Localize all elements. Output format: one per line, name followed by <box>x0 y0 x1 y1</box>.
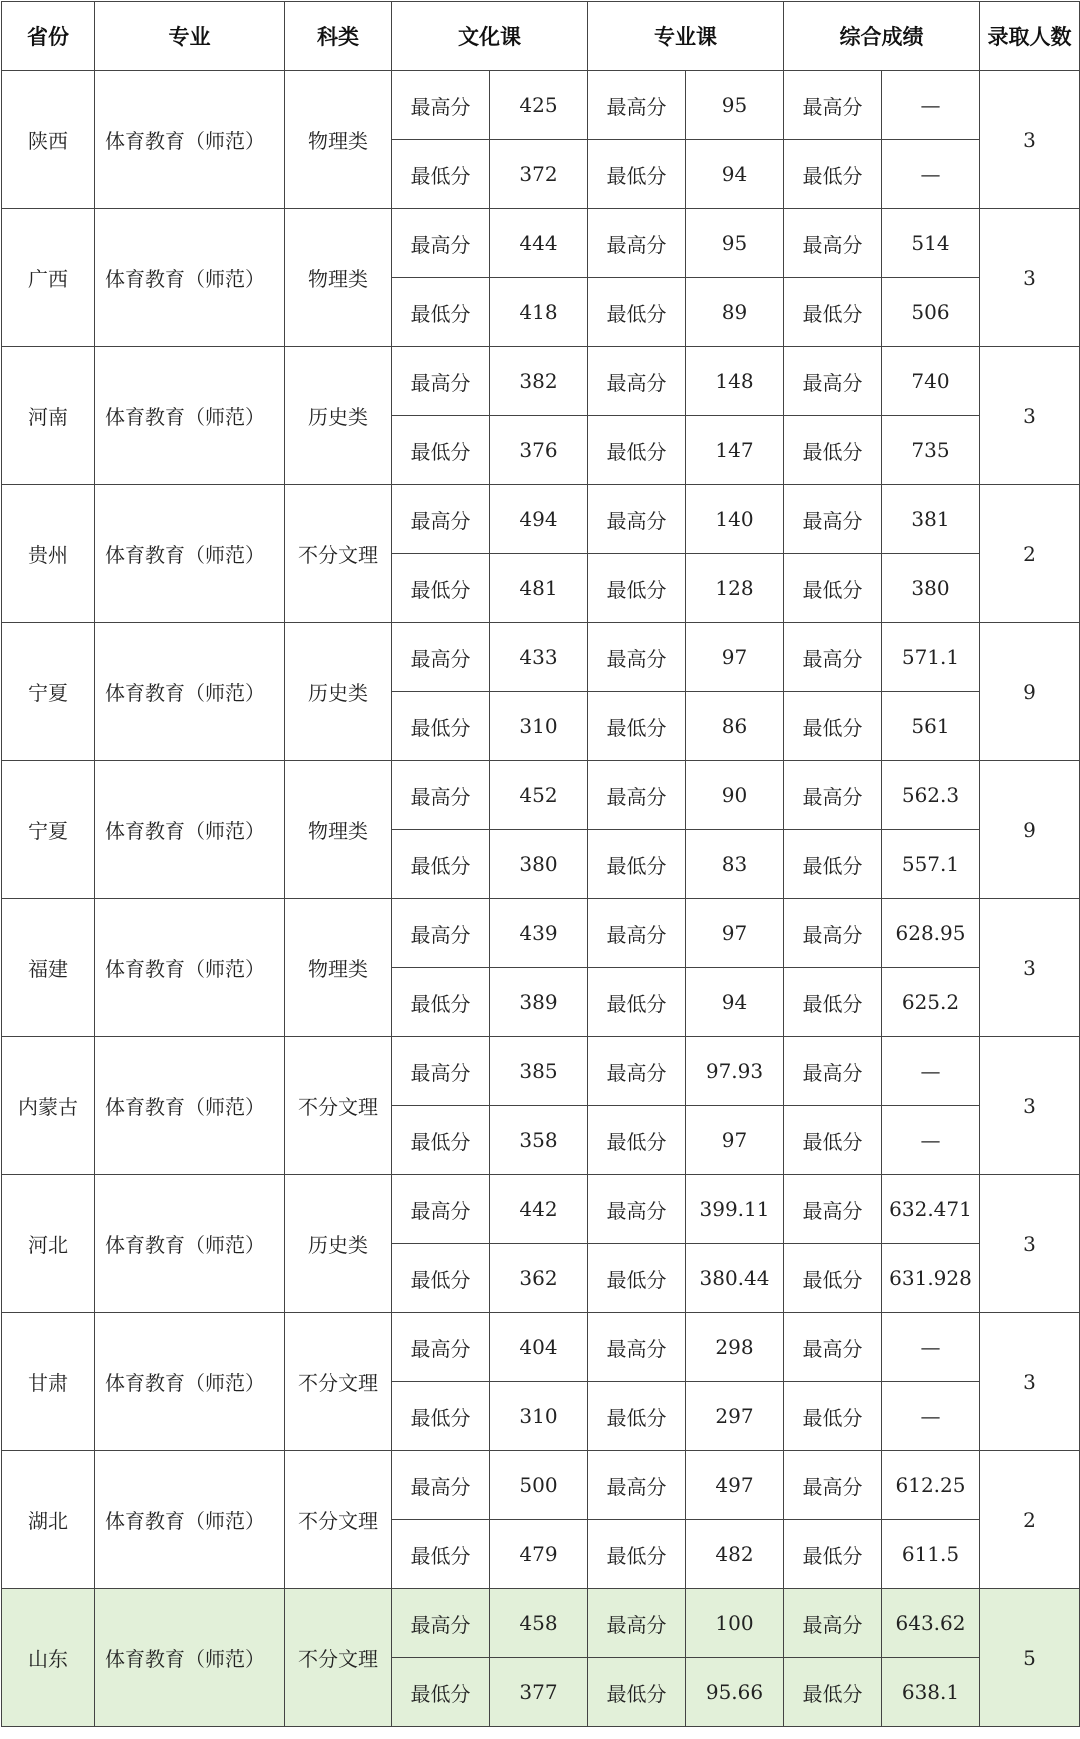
category-cell: 物理类 <box>285 761 392 899</box>
culture-max-value: 385 <box>490 1037 588 1106</box>
prof-min-value: 128 <box>686 554 784 623</box>
admitted-cell: 9 <box>980 761 1080 899</box>
admitted-cell: 3 <box>980 209 1080 347</box>
admitted-cell: 2 <box>980 485 1080 623</box>
prof-min-value: 97 <box>686 1106 784 1175</box>
province-cell: 湖北 <box>2 1451 95 1589</box>
prof-min-label: 最低分 <box>588 1106 686 1175</box>
culture-min-label: 最低分 <box>392 278 490 347</box>
culture-max-value: 452 <box>490 761 588 830</box>
culture-max-value: 433 <box>490 623 588 692</box>
prof-min-value: 297 <box>686 1382 784 1451</box>
prof-min-label: 最低分 <box>588 1244 686 1313</box>
prof-min-label: 最低分 <box>588 554 686 623</box>
comp-max-value: 612.25 <box>882 1451 980 1520</box>
table-body <box>2 71 1080 1727</box>
comp-max-value: 514 <box>882 209 980 278</box>
prof-max-value: 90 <box>686 761 784 830</box>
comp-max-value: — <box>882 71 980 140</box>
major-cell: 体育教育（师范） <box>95 1175 285 1313</box>
admission-scores-table <box>1 1 1080 1727</box>
comp-min-value: 506 <box>882 278 980 347</box>
comp-min-value: 557.1 <box>882 830 980 899</box>
prof-max-value: 140 <box>686 485 784 554</box>
culture-max-value: 425 <box>490 71 588 140</box>
table-row-max <box>2 623 1080 692</box>
category-cell: 不分文理 <box>285 1313 392 1451</box>
comp-max-label: 最高分 <box>784 1451 882 1520</box>
prof-max-label: 最高分 <box>588 1313 686 1382</box>
comp-max-value: 632.471 <box>882 1175 980 1244</box>
prof-min-value: 89 <box>686 278 784 347</box>
header-admitted: 录取人数 <box>980 2 1080 71</box>
table-row-max <box>2 347 1080 416</box>
comp-max-value: 643.62 <box>882 1589 980 1658</box>
culture-min-value: 377 <box>490 1658 588 1727</box>
admitted-cell: 3 <box>980 1175 1080 1313</box>
culture-max-label: 最高分 <box>392 209 490 278</box>
culture-max-label: 最高分 <box>392 1175 490 1244</box>
table-row-max <box>2 761 1080 830</box>
major-cell: 体育教育（师范） <box>95 485 285 623</box>
culture-min-value: 310 <box>490 692 588 761</box>
province-cell: 河北 <box>2 1175 95 1313</box>
prof-min-value: 147 <box>686 416 784 485</box>
comp-min-value: 638.1 <box>882 1658 980 1727</box>
province-cell: 贵州 <box>2 485 95 623</box>
culture-max-value: 494 <box>490 485 588 554</box>
culture-max-label: 最高分 <box>392 71 490 140</box>
prof-min-value: 86 <box>686 692 784 761</box>
prof-max-label: 最高分 <box>588 1451 686 1520</box>
major-cell: 体育教育（师范） <box>95 1451 285 1589</box>
culture-min-label: 最低分 <box>392 1244 490 1313</box>
province-cell: 内蒙古 <box>2 1037 95 1175</box>
major-cell: 体育教育（师范） <box>95 761 285 899</box>
comp-max-label: 最高分 <box>784 623 882 692</box>
province-cell: 陕西 <box>2 71 95 209</box>
admitted-cell: 9 <box>980 623 1080 761</box>
comp-max-value: 562.3 <box>882 761 980 830</box>
comp-min-value: 561 <box>882 692 980 761</box>
province-cell: 山东 <box>2 1589 95 1727</box>
prof-max-label: 最高分 <box>588 761 686 830</box>
comp-max-value: 381 <box>882 485 980 554</box>
comp-max-value: 571.1 <box>882 623 980 692</box>
culture-min-label: 最低分 <box>392 1382 490 1451</box>
comp-max-value: 740 <box>882 347 980 416</box>
prof-max-label: 最高分 <box>588 71 686 140</box>
comp-max-label: 最高分 <box>784 1037 882 1106</box>
culture-min-label: 最低分 <box>392 1106 490 1175</box>
culture-max-value: 442 <box>490 1175 588 1244</box>
prof-max-label: 最高分 <box>588 1175 686 1244</box>
culture-min-label: 最低分 <box>392 830 490 899</box>
admitted-cell: 5 <box>980 1589 1080 1727</box>
header-province: 省份 <box>2 2 95 71</box>
comp-max-label: 最高分 <box>784 899 882 968</box>
table-row-max <box>2 1175 1080 1244</box>
culture-max-value: 404 <box>490 1313 588 1382</box>
prof-min-value: 482 <box>686 1520 784 1589</box>
culture-max-label: 最高分 <box>392 1589 490 1658</box>
major-cell: 体育教育（师范） <box>95 1313 285 1451</box>
comp-max-label: 最高分 <box>784 347 882 416</box>
major-cell: 体育教育（师范） <box>95 347 285 485</box>
province-cell: 宁夏 <box>2 761 95 899</box>
culture-min-value: 389 <box>490 968 588 1037</box>
admitted-cell: 2 <box>980 1451 1080 1589</box>
category-cell: 不分文理 <box>285 1451 392 1589</box>
prof-max-label: 最高分 <box>588 347 686 416</box>
prof-min-label: 最低分 <box>588 140 686 209</box>
category-cell: 物理类 <box>285 209 392 347</box>
prof-min-label: 最低分 <box>588 830 686 899</box>
category-cell: 历史类 <box>285 1175 392 1313</box>
major-cell: 体育教育（师范） <box>95 1037 285 1175</box>
prof-min-label: 最低分 <box>588 1658 686 1727</box>
province-cell: 宁夏 <box>2 623 95 761</box>
table-row-max <box>2 485 1080 554</box>
category-cell: 物理类 <box>285 899 392 1037</box>
culture-min-value: 310 <box>490 1382 588 1451</box>
major-cell: 体育教育（师范） <box>95 1589 285 1727</box>
comp-max-label: 最高分 <box>784 71 882 140</box>
category-cell: 历史类 <box>285 623 392 761</box>
comp-max-value: — <box>882 1037 980 1106</box>
province-cell: 甘肃 <box>2 1313 95 1451</box>
prof-max-label: 最高分 <box>588 485 686 554</box>
category-cell: 不分文理 <box>285 1037 392 1175</box>
prof-min-label: 最低分 <box>588 278 686 347</box>
comp-min-value: 380 <box>882 554 980 623</box>
comp-min-label: 最低分 <box>784 830 882 899</box>
prof-min-label: 最低分 <box>588 692 686 761</box>
table-row-max <box>2 209 1080 278</box>
category-cell: 不分文理 <box>285 485 392 623</box>
prof-min-value: 94 <box>686 140 784 209</box>
comp-max-label: 最高分 <box>784 761 882 830</box>
prof-max-label: 最高分 <box>588 623 686 692</box>
prof-max-value: 95 <box>686 209 784 278</box>
comp-min-label: 最低分 <box>784 692 882 761</box>
prof-max-value: 497 <box>686 1451 784 1520</box>
culture-min-value: 479 <box>490 1520 588 1589</box>
prof-min-value: 83 <box>686 830 784 899</box>
culture-max-label: 最高分 <box>392 1037 490 1106</box>
admitted-cell: 3 <box>980 899 1080 1037</box>
comp-min-value: — <box>882 1106 980 1175</box>
comp-min-label: 最低分 <box>784 1520 882 1589</box>
prof-max-label: 最高分 <box>588 1037 686 1106</box>
culture-max-label: 最高分 <box>392 1451 490 1520</box>
header-major: 专业 <box>95 2 285 71</box>
header-composite: 综合成绩 <box>784 2 980 71</box>
province-cell: 福建 <box>2 899 95 1037</box>
culture-max-value: 500 <box>490 1451 588 1520</box>
culture-min-label: 最低分 <box>392 416 490 485</box>
comp-min-value: 631.928 <box>882 1244 980 1313</box>
culture-max-label: 最高分 <box>392 1313 490 1382</box>
culture-max-label: 最高分 <box>392 347 490 416</box>
culture-min-value: 380 <box>490 830 588 899</box>
prof-min-value: 94 <box>686 968 784 1037</box>
comp-min-label: 最低分 <box>784 1382 882 1451</box>
culture-max-value: 382 <box>490 347 588 416</box>
comp-min-value: — <box>882 140 980 209</box>
header-culture: 文化课 <box>392 2 588 71</box>
category-cell: 历史类 <box>285 347 392 485</box>
culture-min-label: 最低分 <box>392 554 490 623</box>
major-cell: 体育教育（师范） <box>95 899 285 1037</box>
prof-max-label: 最高分 <box>588 209 686 278</box>
prof-min-value: 95.66 <box>686 1658 784 1727</box>
comp-max-label: 最高分 <box>784 209 882 278</box>
culture-max-value: 458 <box>490 1589 588 1658</box>
major-cell: 体育教育（师范） <box>95 209 285 347</box>
prof-max-value: 148 <box>686 347 784 416</box>
comp-max-label: 最高分 <box>784 485 882 554</box>
culture-min-label: 最低分 <box>392 1520 490 1589</box>
comp-min-label: 最低分 <box>784 416 882 485</box>
comp-min-label: 最低分 <box>784 968 882 1037</box>
prof-max-value: 298 <box>686 1313 784 1382</box>
table-row-max <box>2 1313 1080 1382</box>
prof-max-label: 最高分 <box>588 899 686 968</box>
culture-min-value: 481 <box>490 554 588 623</box>
comp-min-value: 625.2 <box>882 968 980 1037</box>
comp-min-label: 最低分 <box>784 1106 882 1175</box>
table-row-max <box>2 1589 1080 1658</box>
header-category: 科类 <box>285 2 392 71</box>
culture-min-value: 376 <box>490 416 588 485</box>
prof-min-label: 最低分 <box>588 1520 686 1589</box>
culture-max-value: 444 <box>490 209 588 278</box>
culture-max-label: 最高分 <box>392 761 490 830</box>
culture-max-label: 最高分 <box>392 623 490 692</box>
comp-min-value: — <box>882 1382 980 1451</box>
prof-max-label: 最高分 <box>588 1589 686 1658</box>
culture-min-value: 358 <box>490 1106 588 1175</box>
comp-min-label: 最低分 <box>784 140 882 209</box>
category-cell: 物理类 <box>285 71 392 209</box>
admitted-cell: 3 <box>980 71 1080 209</box>
table-row-max <box>2 1037 1080 1106</box>
table-row-max <box>2 71 1080 140</box>
prof-min-value: 380.44 <box>686 1244 784 1313</box>
comp-min-label: 最低分 <box>784 554 882 623</box>
comp-min-label: 最低分 <box>784 1658 882 1727</box>
culture-max-label: 最高分 <box>392 485 490 554</box>
header-row <box>2 2 1080 71</box>
culture-min-label: 最低分 <box>392 1658 490 1727</box>
comp-max-label: 最高分 <box>784 1313 882 1382</box>
comp-max-label: 最高分 <box>784 1589 882 1658</box>
culture-min-label: 最低分 <box>392 140 490 209</box>
culture-max-label: 最高分 <box>392 899 490 968</box>
admitted-cell: 3 <box>980 1313 1080 1451</box>
comp-max-value: — <box>882 1313 980 1382</box>
culture-min-value: 418 <box>490 278 588 347</box>
prof-min-label: 最低分 <box>588 416 686 485</box>
prof-max-value: 399.11 <box>686 1175 784 1244</box>
table-row-max <box>2 899 1080 968</box>
culture-min-label: 最低分 <box>392 692 490 761</box>
province-cell: 河南 <box>2 347 95 485</box>
province-cell: 广西 <box>2 209 95 347</box>
prof-max-value: 97.93 <box>686 1037 784 1106</box>
culture-min-label: 最低分 <box>392 968 490 1037</box>
category-cell: 不分文理 <box>285 1589 392 1727</box>
culture-min-value: 372 <box>490 140 588 209</box>
comp-min-value: 735 <box>882 416 980 485</box>
prof-max-value: 97 <box>686 899 784 968</box>
prof-max-value: 95 <box>686 71 784 140</box>
table-row-max <box>2 1451 1080 1520</box>
comp-min-label: 最低分 <box>784 1244 882 1313</box>
header-professional: 专业课 <box>588 2 784 71</box>
comp-min-value: 611.5 <box>882 1520 980 1589</box>
admitted-cell: 3 <box>980 1037 1080 1175</box>
culture-min-value: 362 <box>490 1244 588 1313</box>
comp-max-label: 最高分 <box>784 1175 882 1244</box>
comp-max-value: 628.95 <box>882 899 980 968</box>
major-cell: 体育教育（师范） <box>95 71 285 209</box>
prof-min-label: 最低分 <box>588 1382 686 1451</box>
prof-min-label: 最低分 <box>588 968 686 1037</box>
prof-max-value: 97 <box>686 623 784 692</box>
comp-min-label: 最低分 <box>784 278 882 347</box>
prof-max-value: 100 <box>686 1589 784 1658</box>
major-cell: 体育教育（师范） <box>95 623 285 761</box>
admitted-cell: 3 <box>980 347 1080 485</box>
culture-max-value: 439 <box>490 899 588 968</box>
